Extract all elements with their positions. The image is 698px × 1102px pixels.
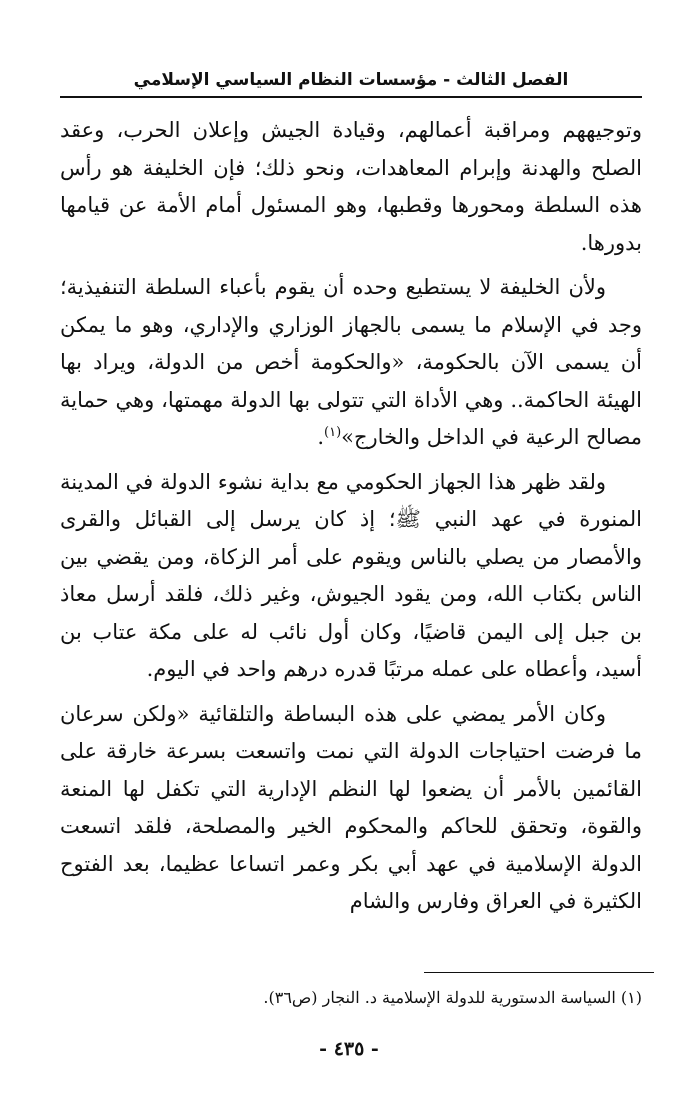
paragraph: ولأن الخليفة لا يستطيع وحده أن يقوم بأعباء السلطة التنفيذية؛ وجد في الإسلام ما يسمى بالجهاز الوزاري والإداري، وهو ما يمكن أن يسمى الآن بالحكومة، «والحكومة أخص من الدولة، ويراد بها الهيئة الحاكمة.. وهي الأداة التي تتولى بها الدولة مهمتها، وهي حماية مصالح الرعية في الداخل والخارج»$^{(١)}$. [60,275,642,449]
footnote: (١) السياسة الدستورية للدولة الإسلامية د. النجار (ص٣٦). [263,988,642,1007]
running-header: الفصل الثالث - مؤسسات النظام السياسي الإسلامي [133,70,569,90]
footnote-reference[interactable]: (١) [324,425,342,440]
paragraph [60,464,642,689]
paragraph-text: ولقد ظهر هذا الجهاز الحكومي مع بداية نشوء الدولة في المدينة المنورة في عهد النبي ﷺ؛ إذ كان يرسل إلى القبائل والقرى والأمصار من يصلي بالناس ويقوم على أمر الزكاة، ومن يقضي بين الناس بكتاب الله، ومن يقود الجيوش، وغير ذلك، فلقد أرسل معاذ بن جبل إلى اليمن قاضيًا، وكان أول نائب له على مكة عتاب بن أسيد، وأعطاه على عمله مرتبًا قدره درهم واحد في اليوم. [60,469,642,681]
paragraph [60,696,642,921]
footnote-rule [424,972,654,973]
page-number: - ٤٣٥ - [319,1038,379,1060]
paragraph-text: وكان الأمر يمضي على هذه البساطة والتلقائية «ولكن سرعان ما فرضت احتياجات الدولة التي نمت واتسعت بسرعة خارقة على القائمين بالأمر أن يضعوا لها النظم الإدارية التي تكفل لها المنعة والقوة، وتحقق للحاكم والمحكوم الخير والمصلحة، فلقد اتسعت الدولة الإسلامية في عهد أبي بكر وعمر اتساعا عظيما، بعد الفتوح الكثيرة في العراق وفارس والشام [60,701,642,913]
paragraph [60,112,642,262]
paragraph-text: وتوجيههم ومراقبة أعمالهم، وقيادة الجيش وإعلان الحرب، وعقد الصلح والهدنة وإبرام المعاهدات، ونحو ذلك؛ فإن الخليفة هو رأس هذه السلطة ومحورها وقطبها، وهو المسئول أمام الأمة عن قيامها بدورها. [60,118,642,255]
body-text [60,112,642,921]
header-rule [60,96,642,98]
paragraph-text: ولأن الخليفة لا يستطيع وحده أن يقوم بأعباء السلطة التنفيذية؛ وجد في الإسلام ما يسمى بالجهاز الوزاري والإداري، وهو ما يمكن أن يسمى الآن بالحكومة، «والحكومة أخص من الدولة، ويراد بها الهيئة الحاكمة.. وهي الأداة التي تتولى بها الدولة مهمتها، وهي حماية مصالح الرعية في الداخل والخارج» [60,275,642,449]
